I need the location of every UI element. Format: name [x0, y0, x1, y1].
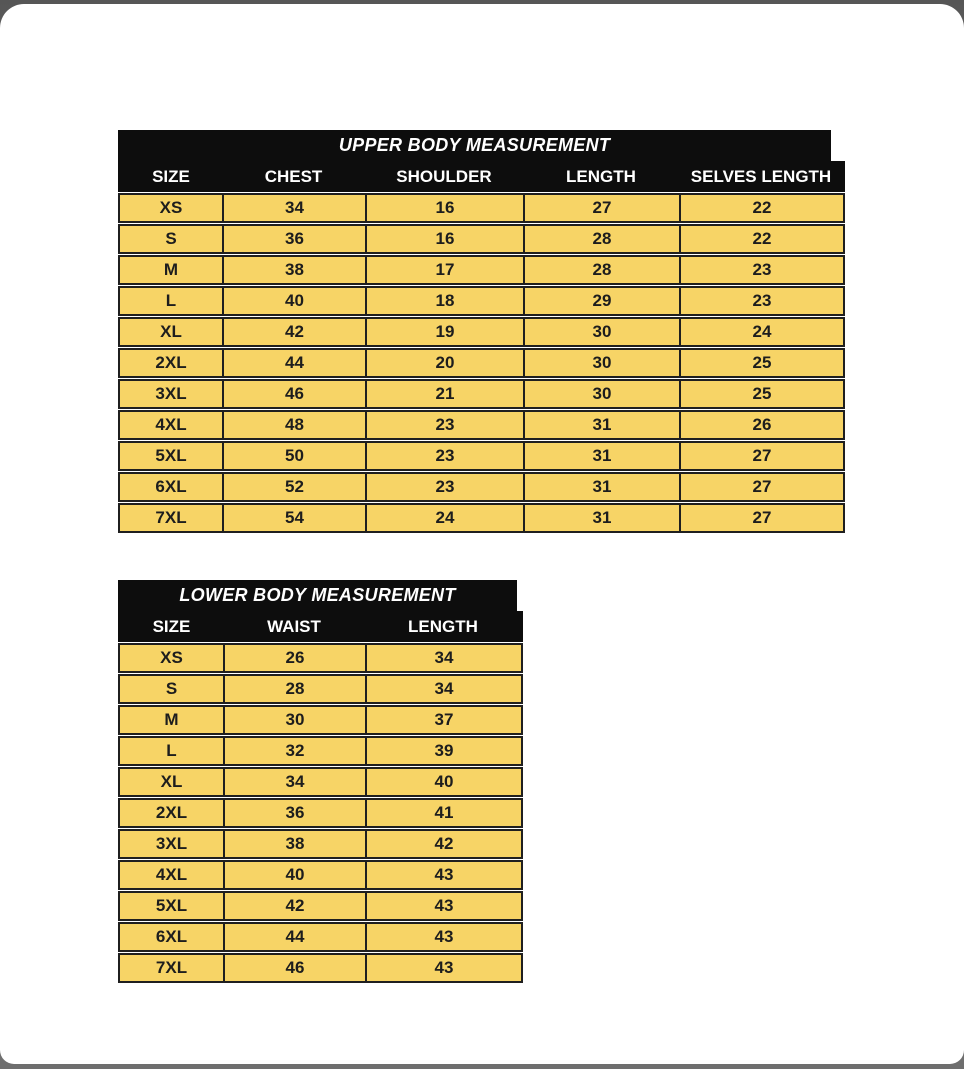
measurement-cell: 38 [222, 257, 365, 283]
table-row [118, 441, 845, 471]
measurement-cell: 43 [365, 862, 521, 888]
measurement-cell: 43 [365, 924, 521, 950]
table-row [118, 224, 845, 254]
measurement-cell: 37 [365, 707, 521, 733]
measurement-cell: 52 [222, 474, 365, 500]
size-cell: L [166, 741, 177, 760]
measurement-cell: 26 [223, 645, 365, 671]
measurement-cell: 54 [222, 505, 365, 531]
size-cell: 7XL [155, 958, 188, 977]
measurement-cell: 31 [523, 474, 679, 500]
measurement-cell: 30 [223, 707, 365, 733]
measurement-cell: 31 [523, 505, 679, 531]
measurement-cell: 44 [222, 350, 365, 376]
size-cell: XS [159, 198, 183, 217]
measurement-cell: 30 [523, 319, 679, 345]
table-row [118, 379, 845, 409]
size-cell: 6XL [155, 477, 187, 496]
table-row [118, 736, 523, 766]
table-row [118, 705, 523, 735]
size-cell: 3XL [155, 834, 188, 853]
header-row [118, 611, 523, 642]
measurement-cell: 17 [365, 257, 523, 283]
table-row [118, 472, 845, 502]
measurement-cell: 21 [365, 381, 523, 407]
measurement-cell: 27 [679, 443, 843, 469]
measurement-cell: 23 [365, 474, 523, 500]
measurement-cell: 46 [223, 955, 365, 981]
measurement-cell: 25 [679, 350, 843, 376]
size-cell: 2XL [155, 803, 188, 822]
size-cell: 7XL [155, 508, 187, 527]
measurement-cell: 29 [523, 288, 679, 314]
size-cell: L [165, 291, 177, 310]
measurement-cell: 39 [365, 738, 521, 764]
measurement-cell: 28 [523, 226, 679, 252]
measurement-cell: 36 [223, 800, 365, 826]
table-row [118, 410, 845, 440]
measurement-cell: 40 [222, 288, 365, 314]
measurement-cell: 44 [223, 924, 365, 950]
upper-body-measurement-table [118, 130, 845, 533]
upper-table-header [118, 130, 845, 192]
lower-body-measurement-table [118, 580, 523, 983]
measurement-cell: 46 [222, 381, 365, 407]
size-cell: 3XL [155, 384, 187, 403]
measurement-cell: 32 [223, 738, 365, 764]
table-body [118, 642, 523, 983]
measurement-cell: 50 [222, 443, 365, 469]
measurement-cell: 43 [365, 893, 521, 919]
measurement-cell: 42 [365, 831, 521, 857]
size-cell: S [165, 679, 178, 698]
measurement-cell: 30 [523, 350, 679, 376]
size-cell: 4XL [155, 415, 187, 434]
measurement-cell: 42 [222, 319, 365, 345]
measurement-cell: 48 [222, 412, 365, 438]
table-row [118, 922, 523, 952]
measurement-cell: 19 [365, 319, 523, 345]
measurement-cell: 36 [222, 226, 365, 252]
lower-table-title: LOWER BODY MEASUREMENT [118, 580, 517, 611]
table-row [118, 348, 845, 378]
lower-table-header [118, 580, 523, 642]
measurement-cell: 41 [365, 800, 521, 826]
measurement-cell: 20 [365, 350, 523, 376]
measurement-cell: 26 [679, 412, 843, 438]
size-cell: 6XL [155, 927, 188, 946]
table-row [118, 643, 523, 673]
column-header: SHOULDER [396, 166, 492, 186]
measurement-cell: 24 [365, 505, 523, 531]
table-row [118, 767, 523, 797]
column-header: SIZE [152, 616, 191, 636]
column-header: LENGTH [566, 166, 636, 186]
measurement-cell: 34 [223, 769, 365, 795]
measurement-cell: 23 [365, 443, 523, 469]
measurement-cell: 27 [679, 505, 843, 531]
measurement-cell: 38 [223, 831, 365, 857]
size-cell: XL [160, 322, 182, 341]
measurement-cell: 25 [679, 381, 843, 407]
measurement-cell: 40 [365, 769, 521, 795]
measurement-cell: 22 [679, 195, 843, 221]
table-row [118, 953, 523, 983]
measurement-cell: 28 [523, 257, 679, 283]
header-row [118, 161, 845, 192]
measurement-cell: 34 [365, 645, 521, 671]
column-header: WAIST [267, 616, 321, 636]
size-cell: XL [160, 772, 183, 791]
size-cell: M [164, 710, 179, 729]
size-cell: M [163, 260, 179, 279]
column-header: SIZE [152, 166, 190, 186]
measurement-cell: 23 [679, 257, 843, 283]
measurement-cell: 23 [679, 288, 843, 314]
table-row [118, 829, 523, 859]
measurement-cell: 27 [523, 195, 679, 221]
size-cell: 4XL [155, 865, 188, 884]
size-cell: S [165, 229, 177, 248]
table-row [118, 193, 845, 223]
measurement-cell: 27 [679, 474, 843, 500]
table-body [118, 192, 845, 533]
measurement-cell: 31 [523, 412, 679, 438]
table-row [118, 798, 523, 828]
size-cell: 5XL [155, 446, 187, 465]
measurement-cell: 43 [365, 955, 521, 981]
table-row [118, 286, 845, 316]
size-cell: XS [160, 648, 183, 667]
measurement-cell: 16 [365, 195, 523, 221]
column-header: SELVES LENGTH [690, 166, 832, 186]
measurement-cell: 34 [365, 676, 521, 702]
size-cell: 5XL [155, 896, 188, 915]
measurement-cell: 18 [365, 288, 523, 314]
measurement-cell: 40 [223, 862, 365, 888]
measurement-cell: 16 [365, 226, 523, 252]
measurement-cell: 22 [679, 226, 843, 252]
table-row [118, 674, 523, 704]
measurement-cell: 23 [365, 412, 523, 438]
table-row [118, 891, 523, 921]
measurement-cell: 34 [222, 195, 365, 221]
size-cell: 2XL [155, 353, 187, 372]
table-row [118, 255, 845, 285]
measurement-cell: 24 [679, 319, 843, 345]
measurement-cell: 31 [523, 443, 679, 469]
table-row [118, 860, 523, 890]
table-row [118, 317, 845, 347]
measurement-cell: 42 [223, 893, 365, 919]
upper-table-title: UPPER BODY MEASUREMENT [118, 130, 831, 161]
column-header: CHEST [264, 166, 323, 186]
column-header: LENGTH [408, 616, 478, 636]
table-row [118, 503, 845, 533]
measurement-cell: 30 [523, 381, 679, 407]
measurement-cell: 28 [223, 676, 365, 702]
